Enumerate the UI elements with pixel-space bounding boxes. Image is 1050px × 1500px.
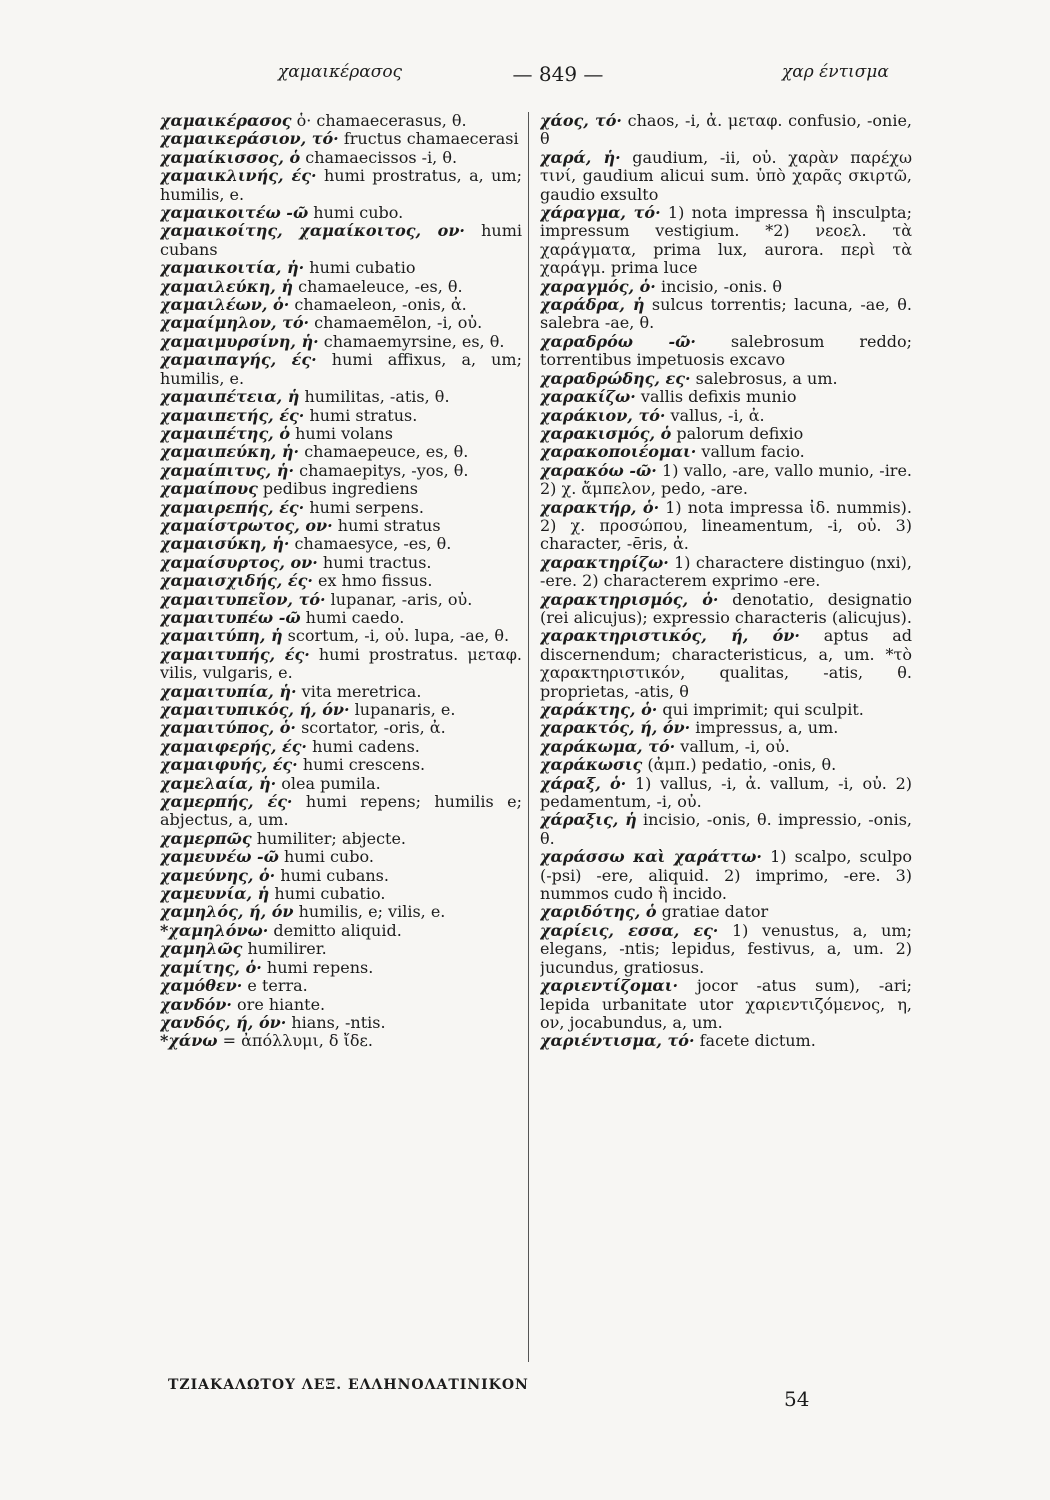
entry-definition: qui imprimit; qui sculpit.: [657, 700, 864, 719]
entry-headword: χαμαίστρωτος, ον·: [160, 515, 333, 535]
dictionary-entry: [160, 627, 522, 645]
entry-definition: fructus chamaecerasi: [338, 129, 519, 149]
dictionary-entry: [160, 848, 522, 866]
entry-definition: e terra.: [242, 976, 308, 996]
entry-headword: χαρακοποιέομαι·: [540, 442, 697, 462]
entry-definition: chamaesyce, -es, θ.: [289, 534, 452, 554]
dictionary-entry: [540, 1032, 912, 1050]
entry-headword: χαράδρα, ἡ: [540, 295, 645, 315]
dictionary-entry: [160, 351, 522, 388]
entry-definition: = ἀπόλλυμι, δ ἴδε.: [217, 1031, 373, 1051]
dictionary-entry: [160, 388, 522, 406]
entry-definition: scortator, -oris, ἀ.: [295, 718, 446, 738]
entry-definition: jocor -atus sum), -ari; lepida urbanitate utor χαριεντιζόμενος, η, ον, jocabundus, a, um.: [540, 976, 912, 1032]
dictionary-entry: [540, 499, 912, 554]
dictionary-entry: [540, 811, 912, 848]
entry-headword: χαμαικεράσιον, τό·: [160, 129, 339, 149]
entry-headword: χαμαιτύπος, ὁ·: [160, 718, 296, 738]
entry-headword: χαμαιπαγής, ές·: [160, 350, 317, 370]
dictionary-entry: [160, 296, 522, 314]
entry-headword: χαμαιτυπία, ἡ·: [160, 681, 297, 701]
entry-definition: chaos, -i, ἀ. μεταφ. confusio, -onie, θ: [540, 112, 912, 149]
dictionary-entry: [160, 719, 522, 737]
entry-definition: pedibus ingrediens: [257, 479, 418, 499]
entry-definition: 1) charactere distinguo (nxi), -ere. 2) characterem exprimo -ere.: [540, 552, 912, 591]
entry-definition: vallis defixis munio: [635, 387, 797, 407]
dictionary-entry: [160, 480, 522, 498]
right-column: [540, 112, 912, 1372]
entry-headword: χαμαιλεύκη, ἡ: [160, 276, 294, 296]
dictionary-entry: [540, 775, 912, 812]
entry-headword: χαμευνέω -ῶ: [160, 847, 279, 867]
dictionary-entry: [540, 204, 912, 278]
entry-definition: demitto aliquid.: [268, 920, 402, 940]
dictionary-entry: [160, 149, 522, 167]
entry-headword: χαραδρώδης, ες·: [540, 368, 691, 388]
dictionary-entry: [540, 922, 912, 977]
entry-headword: χαμαιτυπεῖον, τό·: [160, 589, 326, 609]
entry-headword: χαμαιτυπικός, ή, όν·: [160, 700, 350, 719]
entry-definition: humilis, e; vilis, e.: [293, 902, 446, 922]
entry-definition: humi affixus, a, um; humilis, e.: [160, 350, 522, 388]
entry-definition: palorum defixio: [671, 423, 804, 443]
entry-definition: humi cadens.: [307, 736, 420, 756]
dictionary-entry: [160, 554, 522, 572]
dictionary-entry: [160, 1032, 522, 1050]
entry-headword: χαμαισχιδής, ές·: [160, 571, 313, 591]
dictionary-entry: [160, 535, 522, 553]
dictionary-entry: [160, 333, 522, 351]
entry-definition: facete dictum.: [694, 1031, 816, 1051]
entry-headword: χαμόθεν·: [160, 976, 243, 996]
entry-definition: chamaemyrsine, es, θ.: [318, 331, 505, 351]
entry-headword: χαμίτης, ὁ·: [160, 957, 262, 977]
entry-headword: χαμαικοίτης, χαμαίκοιτος, ον·: [160, 221, 465, 241]
entry-definition: humilitas, -atis, θ.: [299, 387, 450, 407]
entry-headword: χαμελαία, ἡ·: [160, 773, 277, 793]
entry-definition: humi prostratus. μεταφ. vilis, vulgaris, e.: [160, 644, 522, 683]
entry-headword: χαμαισύκη, ἡ·: [160, 534, 290, 554]
dictionary-entry: [540, 591, 912, 628]
entry-headword: χαραδρόω -ῶ·: [540, 331, 696, 351]
entry-headword: χαμαιμυρσίνη, ἡ·: [160, 331, 319, 351]
dictionary-entry: [540, 333, 912, 370]
entry-definition: vallus, -i, ἀ.: [665, 405, 765, 425]
entry-headword: χανδός, ή, όν·: [160, 1012, 287, 1032]
entry-headword: χαμαικοιτέω -ῶ: [160, 203, 309, 223]
entry-definition: aptus ad discernendum; characteristicus, a, um. *τὸ χαρακτηριστικόν, qualitas, -atis, θ. proprietas, -atis, θ: [540, 626, 912, 701]
dictionary-entry: [160, 756, 522, 774]
entry-headword: χαμαίπους: [160, 479, 258, 499]
entry-headword: χαμαικέρασος: [160, 112, 292, 130]
entry-headword: χαμηλός, ή, όν: [160, 902, 294, 922]
dictionary-entry: [540, 407, 912, 425]
entry-definition: incisio, -onis, θ. impressio, -onis, θ.: [540, 810, 912, 848]
entry-definition: gratiae dator: [656, 902, 769, 922]
dictionary-entry: [540, 296, 912, 333]
entry-definition: 1) vallus, -i, ἀ. vallum, -i, οὐ. 2) pedamentum, -i, οὐ.: [540, 773, 912, 812]
entry-headword: χαρακτήρ, ὁ·: [540, 497, 660, 517]
dictionary-entry: [160, 407, 522, 425]
entry-definition: impressus, a, um.: [690, 718, 839, 738]
entry-definition: gaudium, -ii, οὐ. χαρὰν παρέχω τινί, gaudium alicui sum. ὑπὸ χαρᾶς σκιρτῶ, gaudio exsulto: [540, 147, 912, 204]
entry-definition: lupanar, -aris, οὐ.: [325, 589, 473, 609]
entry-headword: *χάνω: [160, 1031, 218, 1051]
dictionary-entry: [540, 848, 912, 903]
entry-definition: hians, -ntis.: [286, 1012, 386, 1032]
dictionary-entry: [160, 996, 522, 1014]
publisher-line: ΤΖΙΑΚΑΛΩΤΟΥ ΛΕΞ. ΕΛΛΗΝΟΛΑΤΙΝΙΚΟΝ: [168, 1377, 529, 1393]
entry-definition: humi stratus: [332, 515, 441, 535]
entry-definition: humi repens; humilis e; abjectus, a, um.: [160, 792, 522, 830]
dictionary-entry: [540, 278, 912, 296]
entry-headword: χαρίεις, εσσα, ες·: [540, 920, 719, 940]
entry-definition: humi cubo.: [308, 203, 404, 223]
entry-headword: χαρακόω -ῶ·: [540, 460, 657, 480]
column-divider: [528, 112, 529, 1362]
dictionary-entry: [540, 977, 912, 1032]
header-first-word: χαμαικέρασος: [278, 62, 403, 82]
entry-headword: χαμαιτυπής, ές·: [160, 644, 310, 664]
entry-headword: χαμαίπιτυς, ἡ·: [160, 460, 295, 480]
entry-definition: chamaeleuce, -es, θ.: [293, 276, 463, 296]
entry-definition: chamaepitys, -yos, θ.: [294, 460, 469, 480]
dictionary-entry: [540, 627, 912, 701]
dictionary-entry: [160, 683, 522, 701]
dictionary-entry: [160, 167, 522, 204]
dictionary-entry: [540, 112, 912, 149]
dictionary-entry: [160, 278, 522, 296]
dictionary-entry: [160, 959, 522, 977]
dictionary-entry: [160, 793, 522, 830]
entry-headword: χαρακτηρίζω·: [540, 552, 669, 572]
entry-definition: ex hmo fissus.: [312, 571, 433, 591]
entry-definition: humi tractus.: [317, 552, 432, 572]
entry-headword: χαριδότης, ὁ: [540, 902, 657, 922]
dictionary-entry: [540, 719, 912, 737]
entry-definition: humi repens.: [261, 957, 374, 977]
dictionary-entry: [160, 701, 522, 719]
dictionary-entry: [540, 370, 912, 388]
entry-definition: humi prostratus, a, um; humilis, e.: [160, 166, 522, 204]
entry-definition: vallum facio.: [696, 442, 805, 462]
dictionary-entry: [160, 775, 522, 793]
entry-headword: χάραγμα, τό·: [540, 203, 661, 223]
dictionary-entry: [160, 977, 522, 995]
entry-headword: χαμαιπεύκη, ἡ·: [160, 442, 300, 462]
dictionary-entry: [160, 591, 522, 609]
entry-definition: 1) nota impressa ἢ insculpta; impressum vestigium. *2) νεοελ. τὰ χαράγματα, prima lux, aurora. περὶ τὰ χαράγμ. prima luce: [540, 203, 912, 278]
entry-definition: humi cubatio.: [269, 884, 386, 904]
entry-definition: salebrosum reddo; torrentibus impetuosis excavo: [540, 331, 912, 370]
dictionary-entry: [540, 462, 912, 499]
entry-headword: χαμαίκισσος, ὁ: [160, 147, 301, 167]
entry-headword: χαρακτός, ή, όν·: [540, 718, 691, 738]
entry-headword: χαμερπῶς: [160, 828, 252, 848]
dictionary-entry: [160, 443, 522, 461]
running-header: [0, 62, 1050, 92]
dictionary-entry: [160, 425, 522, 443]
dictionary-entry: [160, 259, 522, 277]
entry-definition: vita meretrica.: [296, 681, 422, 701]
dictionary-entry: [160, 922, 522, 940]
entry-definition: olea pumila.: [276, 773, 381, 793]
entry-definition: humi caedo.: [300, 607, 405, 627]
entry-definition: humi cubatio: [304, 258, 416, 278]
entry-definition: ore hiante.: [231, 994, 326, 1014]
entry-definition: ὁ· chamaecerasus, θ.: [291, 112, 467, 130]
entry-definition: 1) venustus, a, um; elegans, -ntis; lepidus, festivus, a, um. 2) jucundus, gratiosus.: [540, 920, 912, 977]
dictionary-entry: [160, 499, 522, 517]
entry-definition: vallum, -i, οὐ.: [675, 736, 790, 756]
entry-headword: χαριέντισμα, τό·: [540, 1031, 695, 1051]
entry-headword: χαράκτης, ὁ·: [540, 700, 658, 719]
entry-headword: χαρακτηριστικός, ή, όν·: [540, 626, 800, 646]
dictionary-entry: [160, 462, 522, 480]
entry-headword: χαμαίμηλον, τό·: [160, 313, 310, 333]
entry-definition: humi cubo.: [278, 847, 374, 867]
dictionary-entry: [160, 885, 522, 903]
entry-definition: chamaeleon, -onis, ἀ.: [289, 295, 467, 315]
dictionary-entry: [540, 738, 912, 756]
dictionary-entry: [160, 572, 522, 590]
entry-definition: incisio, -onis. θ: [655, 276, 783, 296]
entry-headword: χαρακισμός, ὁ: [540, 423, 672, 443]
entry-headword: χαμερπής, ές·: [160, 792, 293, 812]
entry-headword: χαμαίσυρτος, ον·: [160, 552, 318, 572]
dictionary-entry: [540, 443, 912, 461]
entry-headword: χανδόν·: [160, 994, 232, 1014]
entry-definition: 1) nota impressa ἰδ. nummis). 2) χ. προσώπου, lineamentum, -i, οὐ. 3) character, -ēris, ἀ.: [540, 497, 912, 554]
page-number: — 849 —: [512, 62, 604, 86]
entry-definition: humilirer.: [242, 939, 327, 959]
entry-headword: χαράκωμα, τό·: [540, 736, 676, 756]
entry-headword: χάραξις, ἡ: [540, 810, 637, 830]
entry-definition: chamaemēlon, -i, οὐ.: [309, 313, 483, 333]
entry-headword: χαμεύνης, ὁ·: [160, 865, 276, 885]
entry-headword: χαμαιπέτεια, ἡ: [160, 387, 300, 407]
entry-headword: χαμαιπετής, ές·: [160, 405, 305, 425]
dictionary-entry: [540, 554, 912, 591]
entry-headword: χαμαικοιτία, ἡ·: [160, 258, 305, 278]
entry-definition: scortum, -i, οὐ. lupa, -ae, θ.: [282, 626, 510, 646]
dictionary-entry: [160, 517, 522, 535]
entry-definition: (ἀμπ.) pedatio, -onis, θ.: [642, 755, 837, 775]
entry-headword: χαμαιρεπής, ές·: [160, 497, 305, 517]
entry-headword: χαμαικλινής, ές·: [160, 166, 317, 186]
entry-definition: denotatio, designatio (rei alicujus); expressio characteris (alicujus).: [540, 589, 912, 627]
entry-headword: χάραξ, ὁ·: [540, 773, 627, 793]
dictionary-entry: [540, 701, 912, 719]
left-column: [160, 112, 522, 1372]
entry-definition: chamaecissos -i, θ.: [300, 147, 458, 167]
dictionary-entry: [160, 130, 522, 148]
dictionary-entry: [160, 314, 522, 332]
entry-definition: humi cubans: [160, 221, 522, 259]
entry-definition: salebrosus, a um.: [690, 368, 838, 388]
dictionary-entry: [160, 738, 522, 756]
entry-headword: *χαμηλόνω·: [160, 920, 269, 940]
dictionary-entry: [160, 830, 522, 848]
entry-headword: χαμηλῶς: [160, 939, 243, 959]
dictionary-entry: [160, 609, 522, 627]
dictionary-entry: [540, 149, 912, 204]
entry-headword: χαμαιφερής, ές·: [160, 736, 307, 756]
entry-headword: χαραγμός, ὁ·: [540, 276, 656, 296]
entry-headword: χαράσσω καὶ χαράττω·: [540, 847, 762, 867]
dictionary-entry: [540, 756, 912, 774]
entry-headword: χαμαιφυής, ές·: [160, 755, 298, 775]
entry-headword: χαμαιλέων, ὁ·: [160, 295, 290, 315]
entry-headword: χαρά, ἡ·: [540, 147, 621, 167]
dictionary-entry: [160, 222, 522, 259]
entry-headword: χαρακτηρισμός, ὁ·: [540, 589, 719, 609]
dictionary-entry: [540, 388, 912, 406]
entry-headword: χαράκωσις: [540, 755, 643, 775]
entry-definition: humi serpens.: [304, 497, 424, 517]
dictionary-entry: [540, 425, 912, 443]
entry-definition: humi crescens.: [297, 755, 426, 775]
entry-headword: χαράκιον, τό·: [540, 405, 666, 425]
dictionary-entry: [160, 646, 522, 683]
entry-headword: χάος, τό·: [540, 112, 622, 130]
entry-headword: χαμαιτύπη, ἡ: [160, 626, 283, 646]
entry-definition: humi volans: [290, 423, 393, 443]
entry-definition: sulcus torrentis; lacuna, -ae, θ. salebra -ae, θ.: [540, 295, 912, 333]
entry-definition: humi cubans.: [275, 865, 389, 885]
dictionary-entry: [160, 1014, 522, 1032]
entry-definition: 1) vallo, -are, vallo munio, -ire. 2) χ. ἄμπελον, pedo, -are.: [540, 460, 912, 499]
entry-headword: χαμευνία, ἡ: [160, 884, 270, 904]
entry-definition: chamaepeuce, es, θ.: [299, 442, 469, 462]
dictionary-entry: [160, 204, 522, 222]
entry-headword: χαμαιπέτης, ὁ: [160, 423, 290, 443]
dictionary-entry: [160, 112, 522, 130]
entry-definition: humi stratus.: [304, 405, 418, 425]
header-last-word: χαρ έντισμα: [782, 62, 889, 82]
sheet-number: 54: [784, 1387, 810, 1411]
entry-headword: χαριεντίζομαι·: [540, 976, 679, 996]
entry-definition: lupanaris, e.: [349, 700, 456, 719]
entry-headword: χαρακίζω·: [540, 387, 636, 407]
dictionary-entry: [160, 903, 522, 921]
entry-headword: χαμαιτυπέω -ῶ: [160, 607, 301, 627]
dictionary-entry: [540, 903, 912, 921]
dictionary-entry: [160, 940, 522, 958]
entry-definition: humiliter; abjecte.: [251, 828, 407, 848]
entry-definition: 1) scalpo, sculpo (-psi) -ere, aliquid. 2) imprimo, -ere. 3) nummos cudo ἢ incido.: [540, 847, 912, 904]
dictionary-entry: [160, 867, 522, 885]
